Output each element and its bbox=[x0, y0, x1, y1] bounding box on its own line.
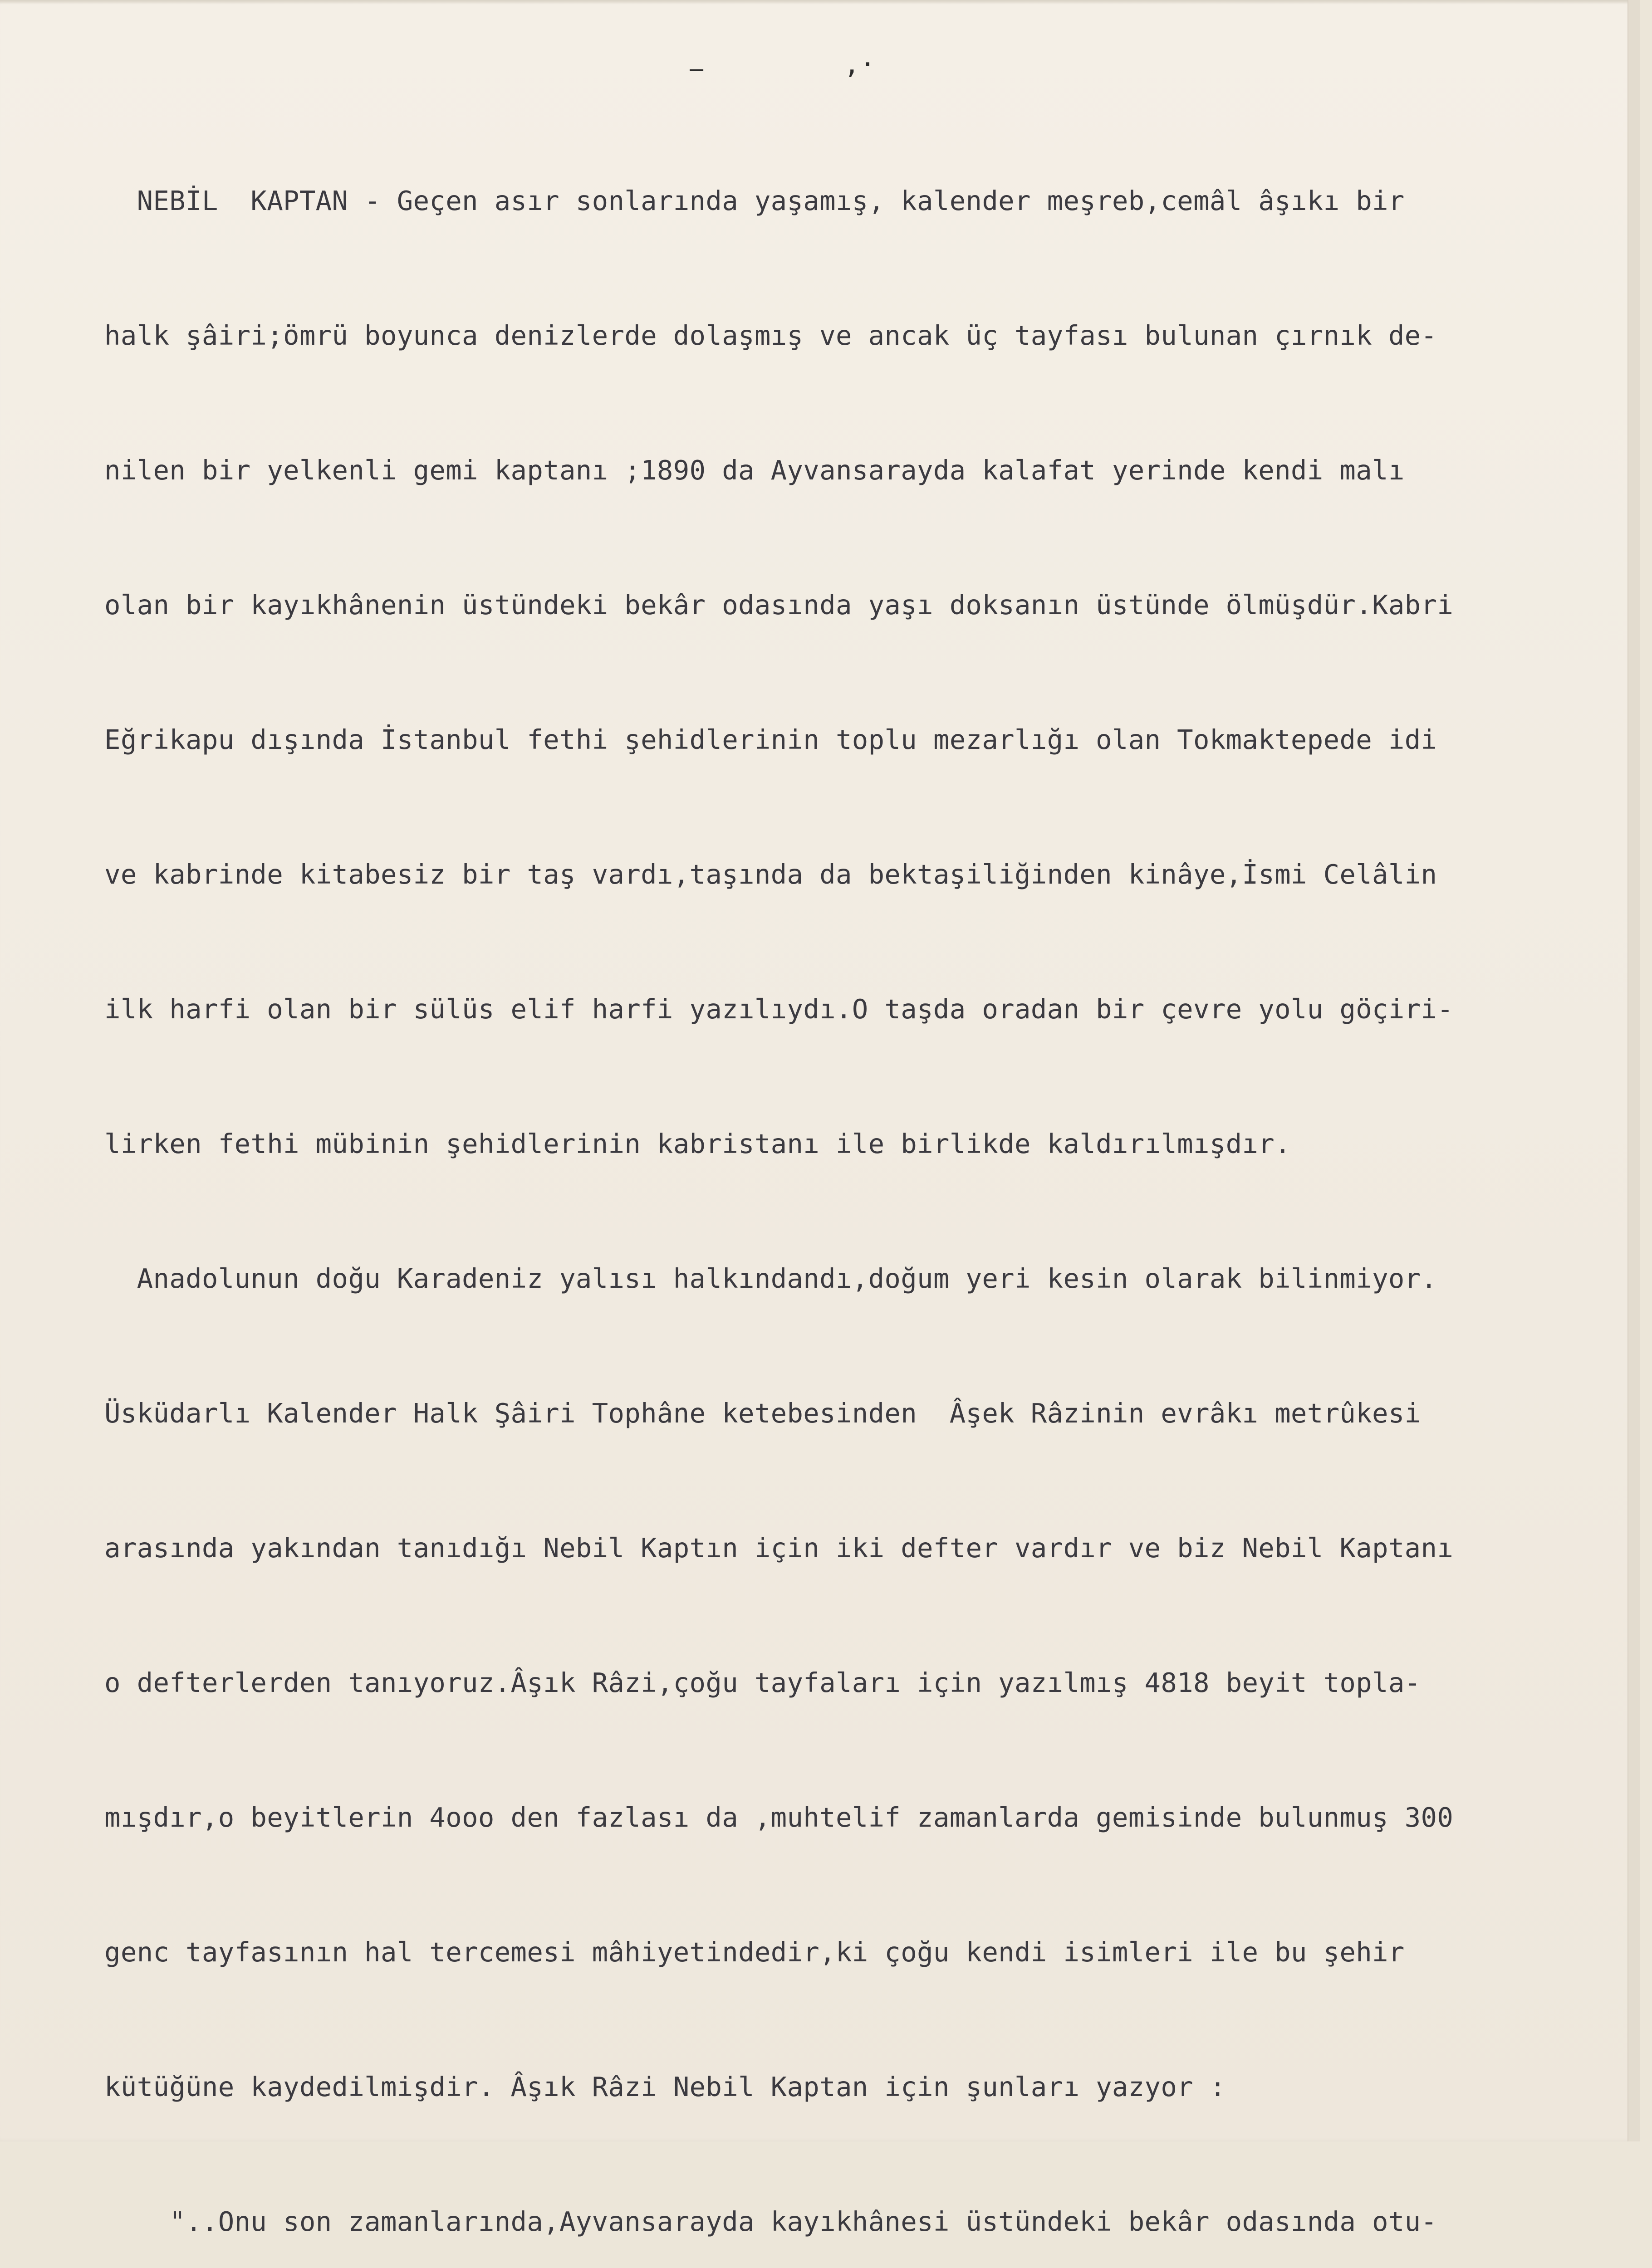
page-right-edge bbox=[1627, 0, 1640, 2141]
text-line: lirken fethi mübinin şehidlerinin kabristanı ile birlikde kaldırılmışdır. bbox=[104, 1128, 1291, 1159]
text-line: Üsküdarlı Kalender Halk Şâiri Tophâne ketebesinden Âşek Râzinin evrâkı metrûkesi bbox=[104, 1398, 1421, 1429]
text-line: Eğrikapu dışında İstanbul fethi şehidlerinin toplu mezarlığı olan Tokmaktepede idi bbox=[104, 724, 1437, 755]
ink-mark: — bbox=[690, 55, 704, 82]
text-line: genc tayfasının hal tercemesi mâhiyetindedir,ki çoğu kendi isimleri ile bu şehir bbox=[104, 1936, 1405, 1968]
text-line: arasında yakından tanıdığı Nebil Kaptın için iki defter vardır ve biz Nebil Kaptanı bbox=[104, 1532, 1454, 1564]
ink-mark: ,· bbox=[844, 49, 876, 80]
text-line: NEBİL KAPTAN - Geçen asır sonlarında yaşamış, kalender meşreb,cemâl âşıkı bir bbox=[104, 185, 1405, 216]
text-line: "..Onu son zamanlarında,Ayvansarayda kayıkhânesi üstündeki bekâr odasında otu- bbox=[104, 2206, 1437, 2237]
text-line: ilk harfi olan bir sülüs elif harfi yazılıydı.O taşda oradan bir çevre yolu göçiri- bbox=[104, 993, 1454, 1025]
text-line: nilen bir yelkenli gemi kaptanı ;1890 da Ayvansarayda kalafat yerinde kendi malı bbox=[104, 455, 1405, 486]
text-line: olan bir kayıkhânenin üstündeki bekâr odasında yaşı doksanın üstünde ölmüşdür.Kabri bbox=[104, 589, 1454, 621]
text-line: halk şâiri;ömrü boyunca denizlerde dolaşmış ve ancak üç tayfası bulunan çırnık de- bbox=[104, 320, 1437, 351]
text-line: Anadolunun doğu Karadeniz yalısı halkındandı,doğum yeri kesin olarak bilinmiyor. bbox=[104, 1263, 1437, 1294]
text-line: ve kabrinde kitabesiz bir taş vardı,taşında da bektaşiliğinden kinâye,İsmi Celâlin bbox=[104, 859, 1437, 890]
text-line: o defterlerden tanıyoruz.Âşık Râzi,çoğu tayfaları için yazılmış 4818 beyit topla- bbox=[104, 1667, 1421, 1698]
page-top-edge bbox=[0, 0, 1640, 5]
text-line: mışdır,o beyitlerin 4ooo den fazlası da ,muhtelif zamanlarda gemisinde bulunmuş 300 bbox=[104, 1802, 1454, 1833]
text-line: kütüğüne kaydedilmişdir. Âşık Râzi Nebil Kaptan için şunları yazyor : bbox=[104, 2071, 1226, 2102]
body-text bbox=[104, 88, 1629, 2268]
